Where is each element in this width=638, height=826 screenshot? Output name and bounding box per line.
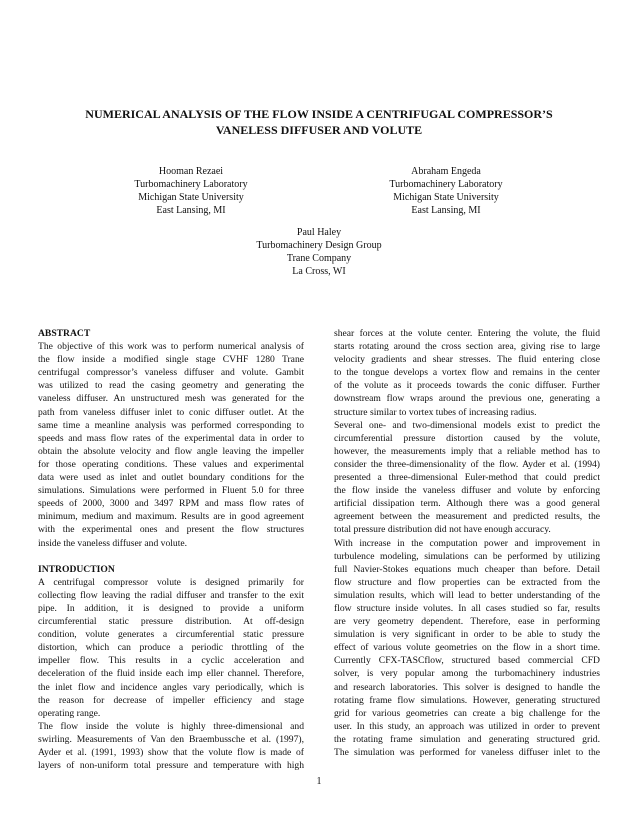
introduction-line: the inlet flow and incidence angles vary periodically, which is <box>38 681 304 693</box>
introduction-line: operating range. <box>38 707 101 719</box>
body-line: however, the measurements imply that a reliable method has to <box>334 445 600 457</box>
body-line: The simulation was performed for vaneless diffuser inlet to the <box>334 747 600 758</box>
body-line: consider the three-dimensionality of the flow. Ayder et al. (1994) <box>334 458 600 470</box>
introduction-line: distortion, which can produce a periodic throttling of the <box>38 642 304 654</box>
paper-title <box>40 106 598 138</box>
body-line: full Navier-Stokes equations much cheaper than before. Detail <box>334 563 600 575</box>
body-line: downstream flow wraps around the previous one, generating a <box>334 393 600 405</box>
body-line: simulation results, which will lead to better understanding of the <box>334 589 600 601</box>
introduction-heading: INTRODUCTION <box>38 563 115 575</box>
body-line: the flow inside the vaneless diffuser and volute by enforcing <box>334 485 600 497</box>
introduction-line: A centrifugal compressor volute is designed primarily for <box>38 576 304 588</box>
introduction-line: circumferential static pressure distribution. At off-design <box>38 616 304 628</box>
introduction-line: The flow inside the volute is highly three-dimensional and <box>38 720 304 732</box>
author-location: La Cross, WI <box>292 266 346 277</box>
author-block-rezaei <box>81 165 301 217</box>
body-line: With increase in the computation power and improvement in <box>334 537 600 549</box>
author-block-engeda <box>336 165 556 217</box>
abstract-line: speeds and mass flow rates of the experimental data in order to <box>38 432 304 444</box>
author-affiliation: Turbomachinery Laboratory <box>134 179 248 190</box>
section-gap <box>38 550 304 563</box>
abstract-line: centrifugal compressor’s vaneless diffuser and volute. Gambit <box>38 367 304 379</box>
introduction-line: Ayder et al. (1991, 1993) show that the volute flow is made of <box>38 747 304 758</box>
abstract-line: minimum, medium and maximum. Results are in good agreement <box>38 511 304 523</box>
body-line: and research laboratories. This solver is designed to handle the <box>334 681 600 693</box>
body-line: flow structure inside volutes. In all cases studied so far, results <box>334 602 600 614</box>
abstract-heading: ABSTRACT <box>38 328 91 339</box>
body-line: velocity gradients and shear stresses. The fluid entering close <box>334 354 600 366</box>
abstract-line: with the experimental ones and present the flow structures <box>38 524 304 536</box>
title-line-2: VANELESS DIFFUSER AND VOLUTE <box>215 123 423 137</box>
body-line: shear forces at the volute center. Entering the volute, the fluid <box>334 328 600 339</box>
abstract-line: path from vaneless diffuser inlet to conic diffuser outlet. At the <box>38 406 304 418</box>
author-name: Hooman Rezaei <box>158 166 224 177</box>
body-line: solver, is very popular among the turbomachinery industries <box>334 668 600 680</box>
right-column <box>334 327 600 759</box>
body-line: circumferential pressure distortion caused by the volute, <box>334 432 600 444</box>
body-line: to the tongue develops a vortex flow and remains in the center <box>334 367 600 379</box>
title-line-1: NUMERICAL ANALYSIS OF THE FLOW INSIDE A CENTRIFUGAL COMPRESSOR’S <box>85 107 553 121</box>
abstract-line: inside the vaneless diffuser and volute. <box>38 537 188 549</box>
left-column <box>38 327 304 772</box>
introduction-line: pipe. In addition, it is designed to provide a uniform <box>38 602 304 614</box>
introduction-line: swirling. Measurements of Van den Braembussche et al. (1997), <box>38 733 304 745</box>
body-line: artificial dissipation term. Although there was a good general <box>334 498 600 510</box>
body-line: the rotating frame simulation and generating structured grid. <box>334 733 600 745</box>
body-line: simulation is very significant in order to be able to study the <box>334 629 600 641</box>
body-line: agreement between the measurement and predicted results, the <box>334 511 600 523</box>
page-number: 1 <box>316 776 322 787</box>
abstract-line: was utilized to read the casing geometry and generating the <box>38 380 304 392</box>
body-line: turbulence modeling, simulations can be performed by utilizing <box>334 550 600 562</box>
author-location: East Lansing, MI <box>156 205 226 216</box>
body-line: user. In this study, an approach was utilized in order to prevent <box>334 720 600 732</box>
abstract-line: the flow inside a modified single stage CVHF 1280 Trane <box>38 354 304 366</box>
body-line: are very geometry dependent. Therefore, ease in performing <box>334 616 600 628</box>
introduction-body <box>38 576 304 772</box>
body-line: of the volute as it proceeds towards the conic diffuser. Further <box>334 380 600 392</box>
body-line: rotating frame flow simulations. However, generating structured <box>334 694 600 706</box>
author-institution: Trane Company <box>286 253 352 264</box>
body-line: Several one- and two-dimensional models exist to predict the <box>334 419 600 431</box>
abstract-line: same time a meanline analysis was performed corresponding to <box>38 419 304 431</box>
author-block-haley <box>209 226 429 278</box>
introduction-line: collecting flow leaving the radial diffuser and transfer to the exit <box>38 589 304 601</box>
body-line: structure similar to vortex tubes of increasing radius. <box>334 406 537 418</box>
author-institution: Michigan State University <box>393 192 499 203</box>
abstract-line: for those operating conditions. These values and experimental <box>38 458 304 470</box>
author-name: Paul Haley <box>296 227 342 238</box>
body-line: Currently CFX-TASCflow, structured based commercial CFD <box>334 655 600 667</box>
body-line: total pressure distribution did not have enough accuracy. <box>334 524 551 536</box>
abstract-line: speeds of 2000, 3000 and 3497 RPM and mass flow rates of <box>38 498 304 510</box>
introduction-line: deceleration of the fluid inside each imp eller channel. Therefore, <box>38 668 304 680</box>
abstract-line: vaneless diffuser. An unstructured mesh was generated for the <box>38 393 304 405</box>
introduction-line: impeller flow. This results in a cyclic acceleration and <box>38 655 304 667</box>
author-location: East Lansing, MI <box>411 205 481 216</box>
abstract-line: obtain the absolute velocity and flow angle leaving the impeller <box>38 445 304 457</box>
author-institution: Michigan State University <box>138 192 244 203</box>
abstract-line: simulations. Simulations were performed in Fluent 5.0 for three <box>38 485 304 497</box>
body-line: grid for various geometries can create a big challenge for the <box>334 707 600 719</box>
author-affiliation: Turbomachinery Laboratory <box>389 179 503 190</box>
abstract-line: data were used as inlet and outlet boundary conditions for the <box>38 472 304 484</box>
introduction-line: condition, volute generates a circumferential static pressure <box>38 629 304 641</box>
body-line: effect of various volute geometries on the flow in a short time. <box>334 642 600 654</box>
abstract-body <box>38 340 304 550</box>
author-affiliation: Turbomachinery Design Group <box>256 240 382 251</box>
abstract-line: The objective of this work was to perform numerical analysis of <box>38 341 304 353</box>
introduction-line: the reason for decrease of impeller efficiency and stage <box>38 694 304 706</box>
introduction-line: layers of non-uniform total pressure and temperature with high <box>38 760 304 772</box>
author-name: Abraham Engeda <box>411 166 481 177</box>
body-line: presented a three-dimensional Euler-method that could predict <box>334 472 600 484</box>
body-line: flow structure and flow properties can be extracted from the <box>334 576 600 588</box>
body-line: starts rotating around the cross section area, giving rise to large <box>334 341 600 353</box>
